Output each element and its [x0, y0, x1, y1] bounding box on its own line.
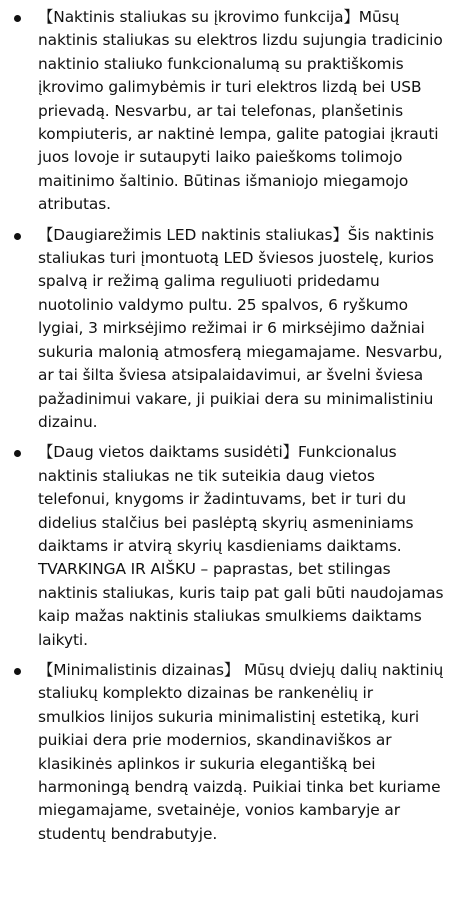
bullet-charging-feature: 【Naktinis staliukas su įkrovimo funkcija】Mūsų naktinis staliukas su elektros lizdu sujungia tradicinio naktinio staliuko funkcionalumą su praktiškomis įkrovimo galimybėmis ir turi elektros lizdą bei USB prievadą. Nesvarbu, ar tai telefonas, planšetinis kompiuteris, ar naktinė lempa, galite patogiai įkrauti juos lovoje ir sutaupyti laiko paieškoms tolimojo maitinimo šaltinio. Būtinas išmaniojo miegamojo atributas. [38, 6, 444, 217]
bullet-led-multimode: 【Daugiarežimis LED naktinis staliukas】Šis naktinis staliukas turi įmontuotą LED šviesos juostelę, kurios spalvą ir režimą galima reguliuoti pridedamu nuotolinio valdymo pultu. 25 spalvos, 6 ryškumo lygiai, 3 mirksėjimo režimai ir 6 mirksėjimo dažniai sukuria malonią atmosferą miegamajame. Nesvarbu, ar tai šilta šviesa atsipalaidavimui, ar švelni šviesa pažadinimui vakare, ji puikiai dera su minimalistiniu dizainu. [38, 224, 444, 435]
bullet-minimalist-design: 【Minimalistinis dizainas】 Mūsų dviejų dalių naktinių staliukų komplekto dizainas be rankenėlių ir smulkios linijos sukuria minimalistinį estetiką, kuri puikiai dera prie modernios, skandinaviškos ar klasikinės aplinkos ir sukuria elegantišką bei harmoningą bendrą vaizdą. Puikiai tinka bet kuriame miegamajame, svetainėje, vonios kambaryje ar studentų bendrabutyje. [38, 659, 444, 846]
bullet-storage-space: 【Daug vietos daiktams susidėti】Funkcionalus naktinis staliukas ne tik suteikia daug vietos telefonui, knygoms ir žadintuvams, bet ir turi du didelius stalčius bei paslėptą skyrių asmeniniams daiktams ir atvirą skyrių kasdieniams daiktams. TVARKINGA IR AIŠKU – paprastas, bet stilingas naktinis staliukas, kuris taip pat gali būti naudojamas kaip mažas naktinis staliukas smulkiems daiktams laikyti. [38, 441, 444, 652]
